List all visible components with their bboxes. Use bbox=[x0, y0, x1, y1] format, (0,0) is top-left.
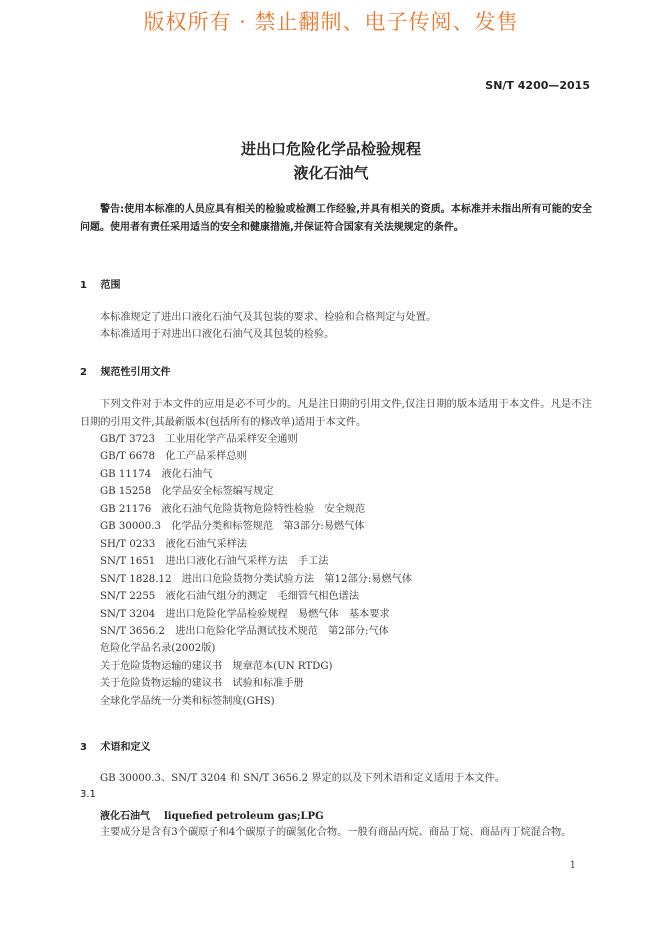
reference-code: SH/T 0233 bbox=[100, 538, 156, 550]
term-chinese: 液化石油气 bbox=[100, 811, 150, 822]
reference-title: 化学品分类和标签规范 第3部分:易燃气体 bbox=[171, 521, 365, 533]
reference-title: 全球化学品统一分类和标签制度(GHS) bbox=[100, 695, 275, 707]
section-title: 规范性引用文件 bbox=[100, 367, 171, 378]
reference-code: GB 21176 bbox=[100, 503, 152, 515]
reference-title: 液化石油气采样法 bbox=[165, 538, 247, 550]
term-name bbox=[100, 807, 324, 822]
warning-paragraph: 警告:使用本标准的人员应具有相关的检验或检测工作经验,并具有相关的资质。本标准并未指出所有可能的安全问题。使用者有责任采用适当的安全和健康措施,并保证符合国家有关法规规定的条件。 bbox=[80, 204, 592, 233]
term-english: liquefied petroleum gas;LPG bbox=[164, 811, 324, 822]
reference-code: GB 15258 bbox=[100, 486, 152, 498]
reference-title: 危险化学品名录(2002版) bbox=[100, 643, 216, 655]
document-subtitle: 液化石油气 bbox=[293, 164, 369, 182]
reference-code: SN/T 2255 bbox=[100, 591, 156, 603]
reference-code: SN/T 1828.12 bbox=[100, 573, 172, 585]
reference-item bbox=[100, 518, 412, 535]
reference-item bbox=[100, 640, 412, 657]
reference-item bbox=[100, 588, 412, 605]
section-number: 2 bbox=[80, 367, 87, 378]
document-title: 进出口危险化学品检验规程 bbox=[240, 140, 421, 158]
section-2-intro: 下列文件对于本文件的应用是必不可少的。凡是注日期的引用文件,仅注日期的版本适用于本文件。凡是不注日期的引用文件,其最新版本(包括所有的修改单)适用于本文件。 bbox=[80, 399, 592, 428]
reference-item bbox=[100, 606, 412, 623]
section-3-intro: GB 30000.3、SN/T 3204 和 SN/T 3656.2 界定的以及下列术语和定义适用于本文件。 bbox=[100, 773, 505, 784]
section-1-paragraph-1: 本标准规定了进出口液化石油气及其包装的要求、检验和合格判定与处置。 bbox=[100, 312, 437, 323]
reference-title: 液化石油气组分的测定 毛细管气相色谱法 bbox=[165, 591, 360, 603]
reference-item bbox=[100, 483, 412, 500]
page-number: 1 bbox=[569, 860, 576, 871]
reference-item bbox=[100, 466, 412, 483]
reference-code: GB 11174 bbox=[100, 468, 152, 480]
reference-code: GB/T 3723 bbox=[100, 434, 156, 445]
reference-title: 工业用化学产品采样安全通则 bbox=[165, 434, 298, 445]
reference-item bbox=[100, 693, 412, 710]
reference-title: 进出口危险化学品检验规程 易燃气体 基本要求 bbox=[165, 608, 390, 620]
standard-code: SN/T 4200—2015 bbox=[485, 79, 590, 92]
section-1-heading bbox=[80, 276, 120, 291]
reference-code: GB 30000.3 bbox=[100, 521, 161, 533]
watermark: 版权所有 · 禁止翻制、电子传阅、发售 bbox=[143, 10, 519, 34]
reference-title: 进出口危险货物分类试验方法 第12部分:易燃气体 bbox=[181, 573, 413, 585]
section-title: 范围 bbox=[100, 280, 121, 291]
reference-title: 液化石油气 bbox=[161, 468, 213, 480]
section-number: 1 bbox=[80, 280, 87, 291]
reference-title: 关于危险货物运输的建议书 试验和标准手册 bbox=[100, 678, 304, 690]
reference-item bbox=[100, 675, 412, 692]
term-number: 3.1 bbox=[80, 789, 96, 800]
reference-code: SN/T 1651 bbox=[100, 556, 156, 568]
reference-code: GB/T 6678 bbox=[100, 451, 156, 463]
reference-item bbox=[100, 658, 412, 675]
section-3-heading bbox=[80, 738, 150, 753]
reference-title: 化学品安全标签编写规定 bbox=[161, 486, 274, 498]
reference-item bbox=[100, 553, 412, 570]
reference-item bbox=[100, 431, 412, 448]
section-number: 3 bbox=[80, 742, 87, 753]
section-title: 术语和定义 bbox=[100, 742, 151, 753]
reference-title: 进出口危险化学品测试技术规范 第2部分:气体 bbox=[175, 625, 389, 637]
section-1-paragraph-2: 本标准适用于对进出口液化石油气及其包装的检验。 bbox=[100, 329, 335, 340]
reference-title: 进出口液化石油气采样方法 手工法 bbox=[165, 556, 329, 568]
section-2-heading bbox=[80, 363, 170, 378]
reference-item bbox=[100, 501, 412, 518]
reference-item bbox=[100, 571, 412, 588]
reference-title: 液化石油气危险货物危险特性检验 安全规范 bbox=[161, 503, 366, 515]
reference-list bbox=[100, 431, 412, 710]
term-definition: 主要成分是含有3个碳原子和4个碳原子的碳氢化合物。一般有商品丙烷、商品丁烷、商品丙丁烷混合物。 bbox=[100, 827, 572, 838]
reference-code: SN/T 3656.2 bbox=[100, 625, 166, 637]
reference-item bbox=[100, 448, 412, 465]
reference-title: 关于危险货物运输的建议书 规章范本(UN RTDG) bbox=[100, 660, 333, 672]
reference-code: SN/T 3204 bbox=[100, 608, 156, 620]
reference-title: 化工产品采样总则 bbox=[165, 451, 247, 463]
reference-item bbox=[100, 536, 412, 553]
reference-item bbox=[100, 623, 412, 640]
